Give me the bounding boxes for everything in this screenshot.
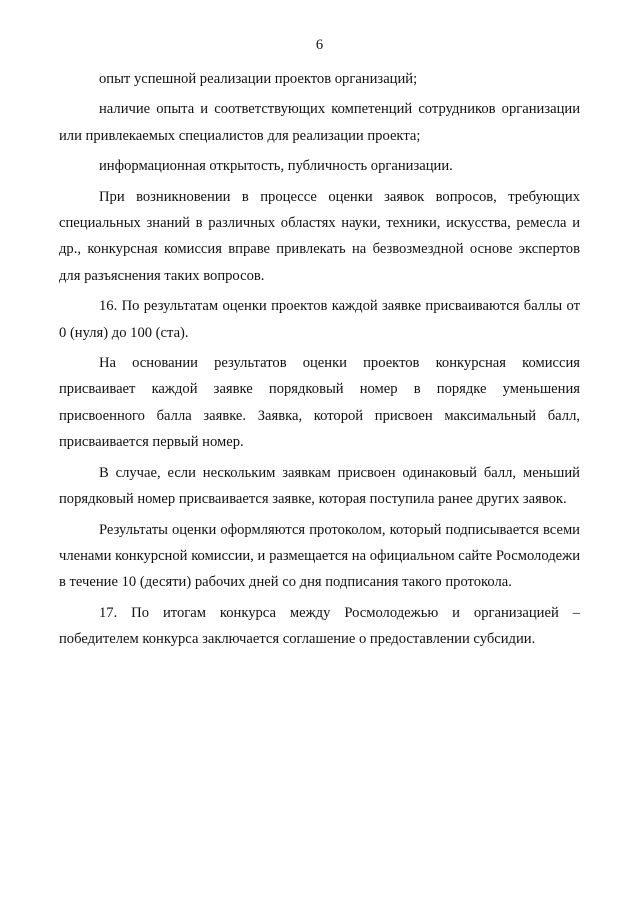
document-body: [59, 66, 580, 653]
paragraph-3: информационная открытость, публичность организации.: [99, 158, 453, 175]
paragraph-9: 17. По итогам конкурса между Росмолодежью и организацией – победителем конкурса заключается соглашение о предоставлении субсидии.: [59, 604, 580, 648]
page-number: 6: [315, 37, 324, 53]
paragraph-2: наличие опыта и соответствующих компетенций сотрудников организации или привлекаемых специалистов для реализации проекта;: [59, 101, 580, 144]
paragraph-5: 16. По результатам оценки проектов каждой заявке присваиваются баллы от 0 (нуля) до 100 (ста).: [59, 298, 580, 341]
paragraph-7: В случае, если нескольким заявкам присвоен одинаковый балл, меньший порядковый номер присваивается заявке, которая поступила ранее других заявок.: [59, 464, 580, 508]
paragraph-1: опыт успешной реализации проектов организаций;: [99, 71, 418, 87]
paragraph-4: При возникновении в процессе оценки заявок вопросов, требующих специальных знаний в различных областях науки, техники, искусства, ремесла и др., конкурсная комиссия вправе привлекать на безвозмездной основе экспертов для разъяснения таких вопросов.: [59, 188, 580, 284]
paragraph-8: Результаты оценки оформляются протоколом, который подписывается всеми членами конкурсной комиссии, и размещается на официальном сайте Росмолодежи в течение 10 (десяти) рабочих дней со дня подписания такого протокола.: [59, 521, 580, 591]
paragraph-6: На основании результатов оценки проектов конкурсная комиссия присваивает каждой заявке порядковый номер в порядке уменьшения присвоенного балла заявке. Заявка, которой присвоен максимальный балл, присваивается первый номер.: [59, 355, 580, 451]
